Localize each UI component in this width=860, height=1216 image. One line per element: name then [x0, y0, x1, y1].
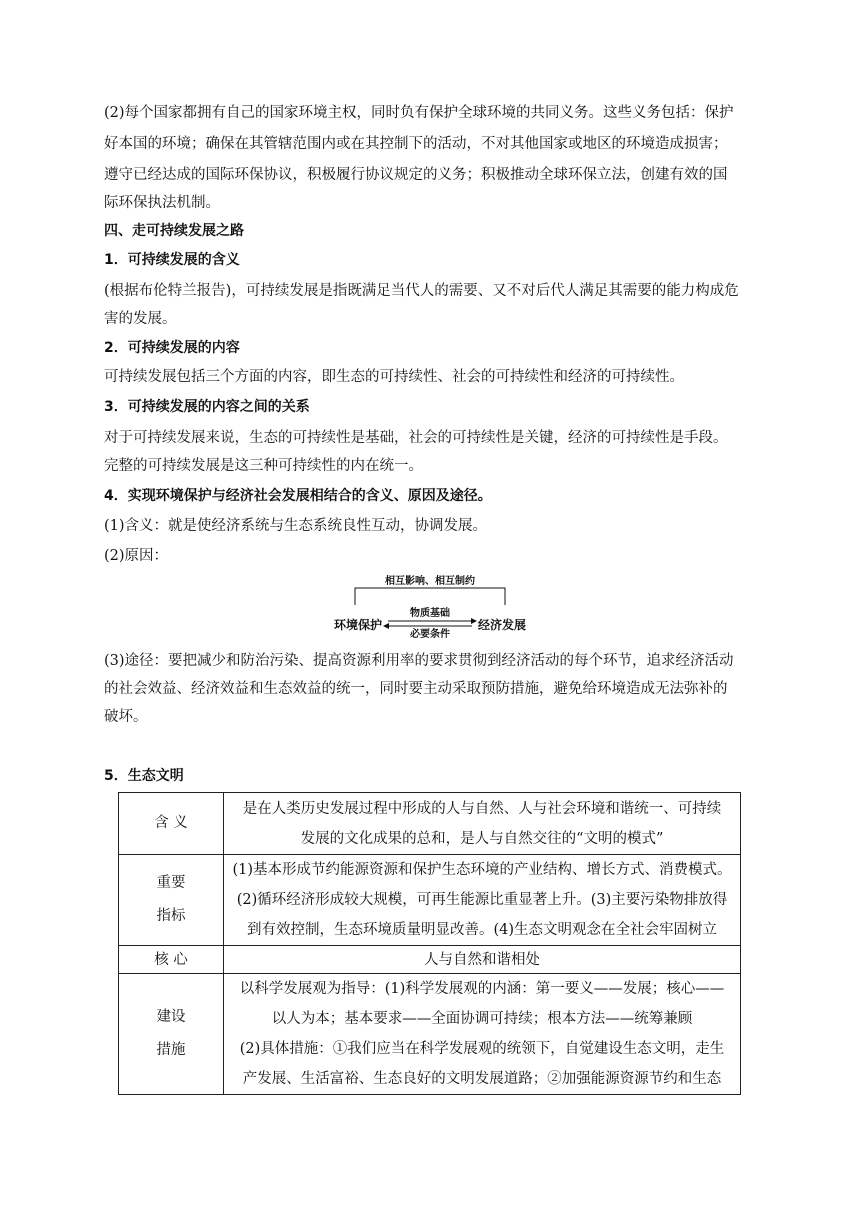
table-value-line: (2)具体措施：①我们应当在科学发展观的统领下，自觉建设生态文明，走生 [239, 1041, 725, 1057]
table-value-line: 到有效控制，生态环境质量明显改善。(4)生态文明观念在全社会牢固树立 [246, 922, 718, 938]
item4-heading: 4．实现环境保护与经济社会发展相结合的含义、原因及途径。 [104, 488, 492, 504]
table-key-text: 重要 [156, 875, 186, 891]
diagram-arrow-left-label: 必要条件 [410, 629, 450, 640]
table-value-line: (2)循环经济形成较大规模，可再生能源比重显著上升。(3)主要污染物排放得 [236, 892, 728, 908]
table-row [119, 855, 741, 946]
table-key-cell [119, 793, 224, 855]
item4-reason: (2)原因： [104, 548, 169, 564]
table-key-cell [119, 946, 224, 974]
item2-heading: 2．可持续发展的内容 [104, 340, 240, 356]
item3-line-2: 完整的可持续发展是这三种可持续性的内在统一。 [104, 458, 423, 474]
table-key-text: 含 义 [154, 815, 188, 831]
diagram-top-label: 相互影响、相互制约 [385, 576, 475, 587]
item4-path-line-2: 的社会效益、经济效益和生态效益的统一，同时要主动采取预防措施，避免给环境造成无法弥补的 [104, 681, 728, 697]
table-value-cell [224, 946, 741, 974]
table-value-line: 产发展、生活富裕、生态良好的文明发展道路；②加强能源资源节约和生态 [242, 1071, 722, 1087]
item4-path-line-3: 破坏。 [104, 709, 148, 725]
item2-line-1: 可持续发展包括三个方面的内容，即生态的可持续性、社会的可持续性和经济的可持续性。 [104, 369, 684, 385]
table-value-line: 是在人类历史发展过程中形成的人与自然、人与社会环境和谐统一、可持续 [242, 800, 722, 817]
table-value-line: 以人为本；基本要求——全面协调可持续；根本方法——统筹兼顾 [271, 1011, 693, 1027]
table-key-text: 核 心 [154, 951, 188, 968]
table-value-line: 以科学发展观为指导：(1)科学发展观的内涵：第一要义——发展；核心—— [239, 981, 725, 997]
table-key-cell [119, 974, 224, 1095]
table-value-line: (1)基本形成节约能源资源和保护生态环境的产业结构、增长方式、消费模式。 [232, 862, 732, 878]
diagram-arrowhead-left [383, 623, 389, 629]
diagram-right-node: 经济发展 [478, 618, 527, 632]
table-key-text: 建设 [156, 1009, 186, 1025]
diagram-arrow-right-label: 物质基础 [410, 608, 450, 619]
intro-line-2: 好本国的环境；确保在其管辖范围内或在其控制下的活动，不对其他国家或地区的环境造成损害； [104, 136, 728, 152]
table-value-line: 人与自然和谐相处 [424, 951, 540, 968]
table-value-line: 发展的文化成果的总和，是人与自然交往的“文明的模式” [300, 830, 664, 847]
section-heading: 四、走可持续发展之路 [104, 223, 244, 239]
table-key-cell [119, 855, 224, 946]
relationship-diagram [330, 574, 530, 640]
item1-heading: 1．可持续发展的含义 [104, 252, 240, 268]
item3-line-1: 对于可持续发展来说，生态的可持续性是基础，社会的可持续性是关键，经济的可持续性是手段。 [104, 430, 728, 446]
diagram-arrowhead-right [471, 618, 477, 624]
ecological-civilization-table [118, 792, 741, 1095]
table-key-text: 指标 [156, 908, 186, 924]
table-key-text: 措施 [156, 1042, 186, 1058]
diagram-bracket [355, 588, 505, 605]
table-row [119, 793, 741, 855]
item4-meaning: (1)含义：就是使经济系统与生态系统良性互动，协调发展。 [104, 518, 488, 534]
item4-path-line-1: (3)途径：要把减少和防治污染、提高资源利用率的要求贯彻到经济活动的每个环节，追求经济活动 [104, 653, 734, 669]
item5-heading: 5．生态文明 [104, 768, 184, 784]
table-value-cell [224, 855, 741, 946]
item1-line-1: (根据布伦特兰报告)，可持续发展是指既满足当代人的需要、又不对后代人满足其需要的能力构成危 [104, 283, 739, 299]
intro-line-4: 际环保执法机制。 [104, 195, 220, 211]
item1-line-2: 害的发展。 [104, 311, 177, 327]
table-row [119, 946, 741, 974]
table-value-cell [224, 974, 741, 1095]
diagram-left-node: 环境保护 [334, 618, 383, 632]
intro-line-1: (2)每个国家都拥有自己的国家环境主权，同时负有保护全球环境的共同义务。这些义务包括：保护 [104, 105, 734, 121]
table-row [119, 974, 741, 1095]
intro-line-3: 遵守已经达成的国际环保协议，积极履行协议规定的义务；积极推动全球环保立法，创建有效的国 [104, 167, 728, 183]
item3-heading: 3．可持续发展的内容之间的关系 [104, 399, 310, 415]
table-value-cell [224, 793, 741, 855]
